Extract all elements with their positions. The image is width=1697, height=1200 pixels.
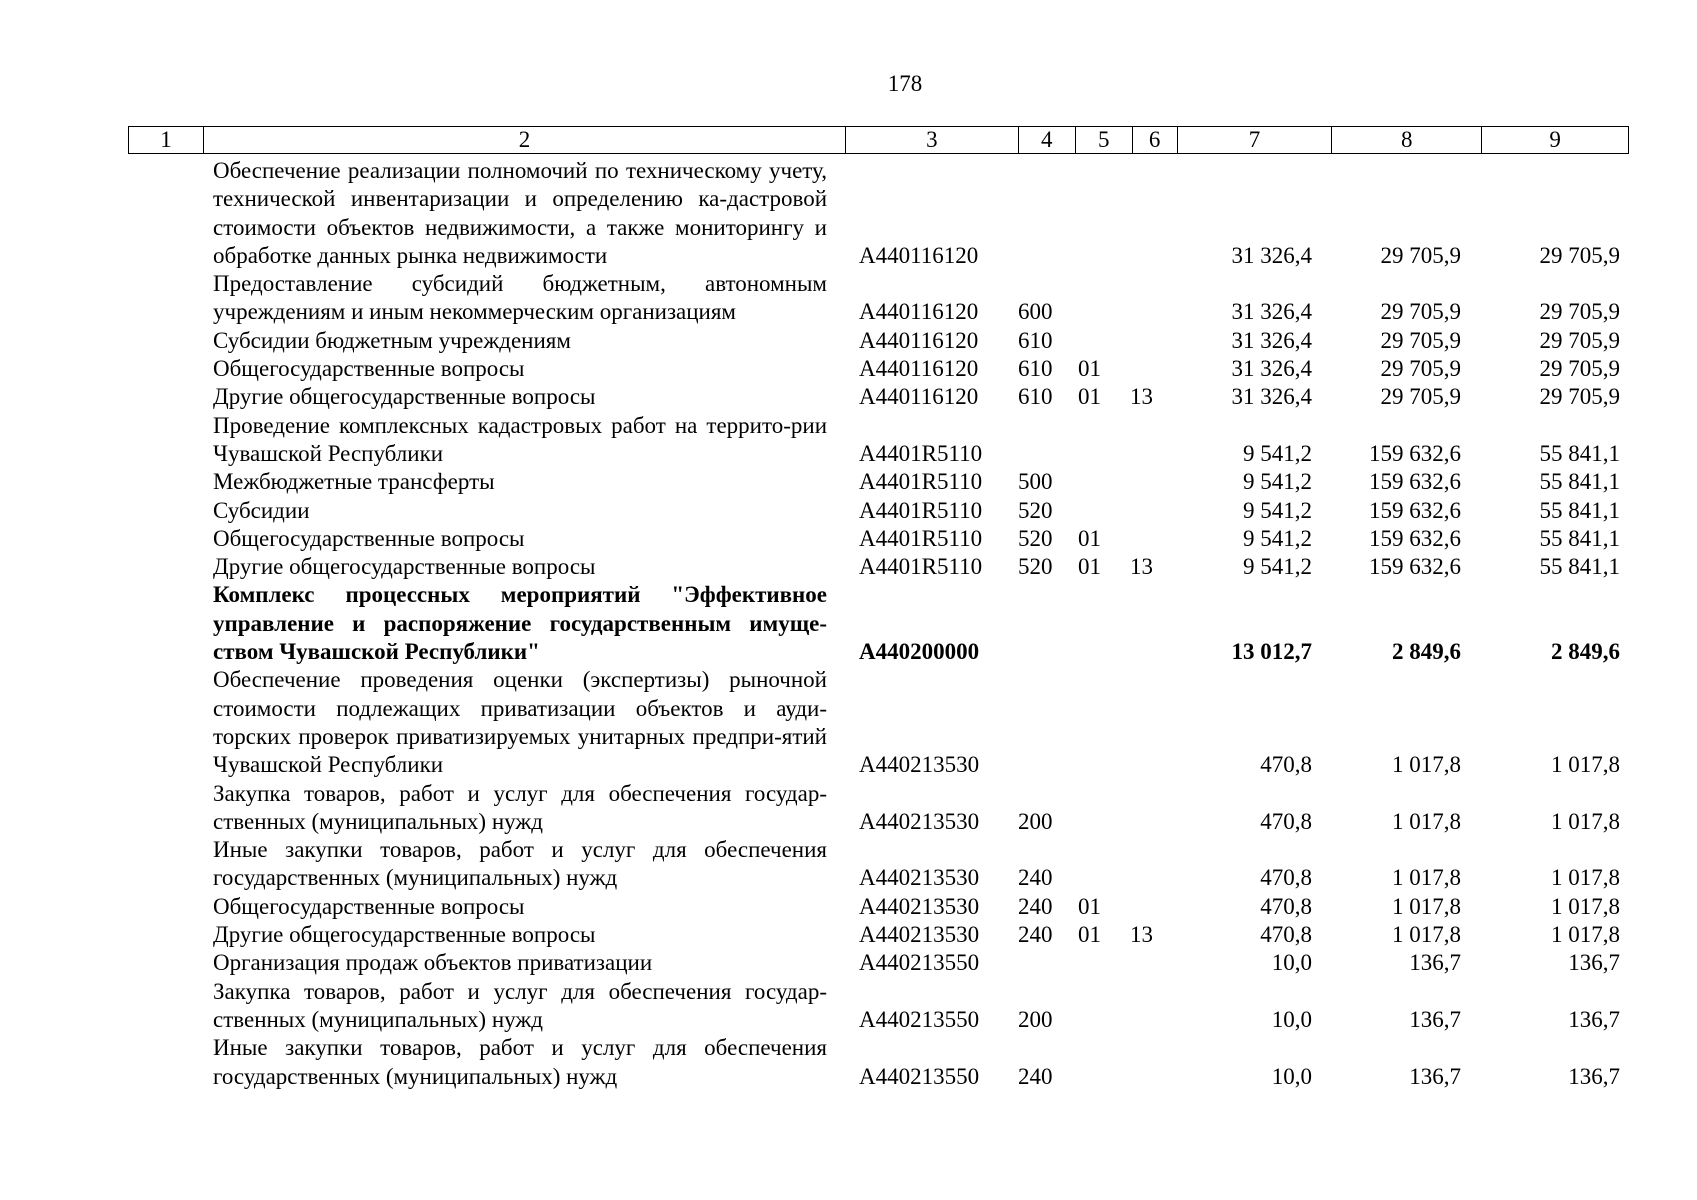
target-article-code: А440213530 bbox=[859, 752, 980, 778]
expense-type-code: 240 bbox=[1018, 1063, 1053, 1089]
target-article-code: А440213550 bbox=[859, 950, 980, 976]
amount-col-9: 136,7 bbox=[1568, 1063, 1620, 1089]
table-row bbox=[0, 581, 1697, 666]
expense-type-code: 240 bbox=[1018, 893, 1053, 919]
column-header-3: 3 bbox=[846, 127, 1019, 153]
expense-type-code: 240 bbox=[1018, 922, 1053, 948]
amount-col-8: 29 705,9 bbox=[1380, 327, 1461, 353]
column-header-7: 7 bbox=[1178, 127, 1333, 153]
table-body bbox=[0, 157, 1697, 1091]
expense-type-code: 240 bbox=[1018, 865, 1053, 891]
expense-type-code: 520 bbox=[1018, 554, 1053, 580]
row-description: Иные закупки товаров, работ и услуг для обеспечения государственных (муниципальных) нужд bbox=[213, 1035, 827, 1089]
amount-col-8: 1 017,8 bbox=[1392, 893, 1461, 919]
amount-col-7: 31 326,4 bbox=[1231, 356, 1312, 382]
amount-col-8: 1 017,8 bbox=[1392, 922, 1461, 948]
amount-col-7: 470,8 bbox=[1260, 865, 1312, 891]
target-article-code: А440200000 bbox=[859, 639, 980, 665]
row-description: Закупка товаров, работ и услуг для обеспечения государ-ственных (муниципальных) нужд bbox=[213, 780, 827, 834]
target-article-code: А440213550 bbox=[859, 1006, 980, 1032]
table-row bbox=[0, 780, 1697, 837]
expense-type-code: 610 bbox=[1018, 356, 1053, 382]
amount-col-7: 9 541,2 bbox=[1243, 525, 1312, 551]
amount-col-7: 10,0 bbox=[1271, 950, 1312, 976]
section-code: 01 bbox=[1078, 893, 1101, 919]
row-description: Субсидии бюджетным учреждениям bbox=[213, 327, 571, 353]
amount-col-9: 55 841,1 bbox=[1539, 497, 1620, 523]
table-row bbox=[0, 270, 1697, 327]
section-code: 01 bbox=[1078, 922, 1101, 948]
amount-col-7: 31 326,4 bbox=[1231, 242, 1312, 268]
amount-col-8: 1 017,8 bbox=[1392, 808, 1461, 834]
target-article-code: А440213530 bbox=[859, 893, 980, 919]
table-row bbox=[0, 553, 1697, 581]
table-row bbox=[0, 383, 1697, 411]
amount-col-8: 1 017,8 bbox=[1392, 752, 1461, 778]
amount-col-8: 2 849,6 bbox=[1392, 639, 1461, 665]
subsection-code: 13 bbox=[1130, 384, 1153, 410]
amount-col-9: 1 017,8 bbox=[1551, 865, 1620, 891]
table-row bbox=[0, 497, 1697, 525]
column-header-1: 1 bbox=[129, 127, 204, 153]
amount-col-9: 29 705,9 bbox=[1539, 242, 1620, 268]
row-description: Иные закупки товаров, работ и услуг для обеспечения государственных (муниципальных) нужд bbox=[213, 837, 827, 891]
expense-type-code: 500 bbox=[1018, 469, 1053, 495]
expense-type-code: 610 bbox=[1018, 327, 1053, 353]
amount-col-9: 2 849,6 bbox=[1551, 639, 1620, 665]
amount-col-9: 55 841,1 bbox=[1539, 525, 1620, 551]
column-header-5: 5 bbox=[1076, 127, 1133, 153]
table-row bbox=[0, 949, 1697, 977]
amount-col-7: 31 326,4 bbox=[1231, 327, 1312, 353]
amount-col-9: 1 017,8 bbox=[1551, 922, 1620, 948]
amount-col-8: 29 705,9 bbox=[1380, 384, 1461, 410]
amount-col-9: 55 841,1 bbox=[1539, 554, 1620, 580]
amount-col-8: 159 632,6 bbox=[1369, 497, 1461, 523]
amount-col-7: 9 541,2 bbox=[1243, 554, 1312, 580]
amount-col-7: 13 012,7 bbox=[1231, 639, 1312, 665]
amount-col-9: 136,7 bbox=[1568, 950, 1620, 976]
amount-col-7: 10,0 bbox=[1271, 1006, 1312, 1032]
row-description: Закупка товаров, работ и услуг для обеспечения государ-ственных (муниципальных) нужд bbox=[213, 978, 827, 1032]
amount-col-9: 136,7 bbox=[1568, 1006, 1620, 1032]
table-row bbox=[0, 1034, 1697, 1091]
table-row bbox=[0, 893, 1697, 921]
target-article-code: А440116120 bbox=[859, 327, 979, 353]
page-number: 178 bbox=[887, 71, 923, 96]
target-article-code: А4401R5110 bbox=[859, 469, 983, 495]
row-description: Организация продаж объектов приватизации bbox=[213, 950, 653, 976]
amount-col-7: 31 326,4 bbox=[1231, 299, 1312, 325]
section-code: 01 bbox=[1078, 525, 1101, 551]
subsection-code: 13 bbox=[1130, 554, 1153, 580]
row-description: Общегосударственные вопросы bbox=[213, 356, 525, 382]
column-header-2: 2 bbox=[204, 127, 846, 153]
row-description: Другие общегосударственные вопросы bbox=[213, 922, 596, 948]
row-description: Другие общегосударственные вопросы bbox=[213, 554, 596, 580]
amount-col-7: 10,0 bbox=[1271, 1063, 1312, 1089]
target-article-code: А440213550 bbox=[859, 1063, 980, 1089]
column-header-6: 6 bbox=[1133, 127, 1178, 153]
table-row bbox=[0, 412, 1697, 469]
table-row bbox=[0, 468, 1697, 496]
table-row bbox=[0, 978, 1697, 1035]
table-row bbox=[0, 525, 1697, 553]
table-row bbox=[0, 921, 1697, 949]
expense-type-code: 610 bbox=[1018, 384, 1053, 410]
amount-col-9: 55 841,1 bbox=[1539, 469, 1620, 495]
amount-col-8: 159 632,6 bbox=[1369, 440, 1461, 466]
expense-type-code: 200 bbox=[1018, 808, 1053, 834]
expense-type-code: 200 bbox=[1018, 1006, 1053, 1032]
table-row bbox=[0, 836, 1697, 893]
amount-col-7: 9 541,2 bbox=[1243, 469, 1312, 495]
amount-col-7: 470,8 bbox=[1260, 808, 1312, 834]
section-code: 01 bbox=[1078, 356, 1101, 382]
table-row bbox=[0, 327, 1697, 355]
expense-type-code: 520 bbox=[1018, 497, 1053, 523]
amount-col-8: 29 705,9 bbox=[1380, 299, 1461, 325]
amount-col-8: 159 632,6 bbox=[1369, 469, 1461, 495]
row-description: Субсидии bbox=[213, 497, 310, 523]
row-description: Проведение комплексных кадастровых работ на террито-рии Чувашской Республики bbox=[213, 412, 827, 466]
section-code: 01 bbox=[1078, 554, 1101, 580]
amount-col-8: 29 705,9 bbox=[1380, 242, 1461, 268]
table-row bbox=[0, 157, 1697, 270]
section-code: 01 bbox=[1078, 384, 1101, 410]
amount-col-9: 1 017,8 bbox=[1551, 808, 1620, 834]
target-article-code: А440213530 bbox=[859, 922, 980, 948]
target-article-code: А440116120 bbox=[859, 356, 979, 382]
amount-col-9: 1 017,8 bbox=[1551, 752, 1620, 778]
amount-col-8: 1 017,8 bbox=[1392, 865, 1461, 891]
amount-col-8: 136,7 bbox=[1409, 1006, 1461, 1032]
expense-type-code: 520 bbox=[1018, 525, 1053, 551]
target-article-code: А440116120 bbox=[859, 299, 979, 325]
column-header-4: 4 bbox=[1019, 127, 1076, 153]
amount-col-9: 29 705,9 bbox=[1539, 384, 1620, 410]
column-header-8: 8 bbox=[1332, 127, 1482, 153]
amount-col-8: 159 632,6 bbox=[1369, 525, 1461, 551]
amount-col-8: 136,7 bbox=[1409, 950, 1461, 976]
table-row bbox=[0, 666, 1697, 779]
table-row bbox=[0, 355, 1697, 383]
row-description: Обеспечение реализации полномочий по техническому учету, технической инвентаризации и определению ка-дастровой стоимости объектов недвижимости, а также мониторингу и обработке данных рынка недвижимости bbox=[213, 158, 827, 268]
amount-col-7: 31 326,4 bbox=[1231, 384, 1312, 410]
amount-col-9: 29 705,9 bbox=[1539, 327, 1620, 353]
target-article-code: А4401R5110 bbox=[859, 440, 983, 466]
amount-col-7: 470,8 bbox=[1260, 893, 1312, 919]
amount-col-9: 29 705,9 bbox=[1539, 299, 1620, 325]
target-article-code: А440116120 bbox=[859, 384, 979, 410]
column-header-9: 9 bbox=[1549, 127, 1561, 152]
amount-col-9: 55 841,1 bbox=[1539, 440, 1620, 466]
amount-col-7: 470,8 bbox=[1260, 922, 1312, 948]
row-description: Комплекс процессных мероприятий "Эффективное управление и распоряжение государственным имуще-ством Чувашской Республики" bbox=[213, 582, 827, 665]
amount-col-8: 159 632,6 bbox=[1369, 554, 1461, 580]
amount-col-8: 136,7 bbox=[1409, 1063, 1461, 1089]
amount-col-9: 1 017,8 bbox=[1551, 893, 1620, 919]
row-description: Предоставление субсидий бюджетным, автономным учреждениям и иным некоммерческим организациям bbox=[213, 271, 827, 325]
row-description: Общегосударственные вопросы bbox=[213, 893, 525, 919]
table-header bbox=[128, 126, 1629, 154]
row-description: Общегосударственные вопросы bbox=[213, 525, 525, 551]
amount-col-7: 9 541,2 bbox=[1243, 497, 1312, 523]
target-article-code: А4401R5110 bbox=[859, 497, 983, 523]
target-article-code: А440213530 bbox=[859, 808, 980, 834]
subsection-code: 13 bbox=[1130, 922, 1153, 948]
target-article-code: А440213530 bbox=[859, 865, 980, 891]
amount-col-7: 9 541,2 bbox=[1243, 440, 1312, 466]
row-description: Другие общегосударственные вопросы bbox=[213, 384, 596, 410]
target-article-code: А440116120 bbox=[859, 242, 979, 268]
row-description: Обеспечение проведения оценки (экспертизы) рыночной стоимости подлежащих приватизации объектов и ауди-торских проверок приватизируемых унитарных предпри-ятий Чувашской Республики bbox=[213, 667, 827, 778]
amount-col-8: 29 705,9 bbox=[1380, 356, 1461, 382]
amount-col-7: 470,8 bbox=[1260, 752, 1312, 778]
expense-type-code: 600 bbox=[1018, 299, 1053, 325]
row-description: Межбюджетные трансферты bbox=[213, 469, 495, 495]
target-article-code: А4401R5110 bbox=[859, 525, 983, 551]
target-article-code: А4401R5110 bbox=[859, 554, 983, 580]
amount-col-9: 29 705,9 bbox=[1539, 356, 1620, 382]
